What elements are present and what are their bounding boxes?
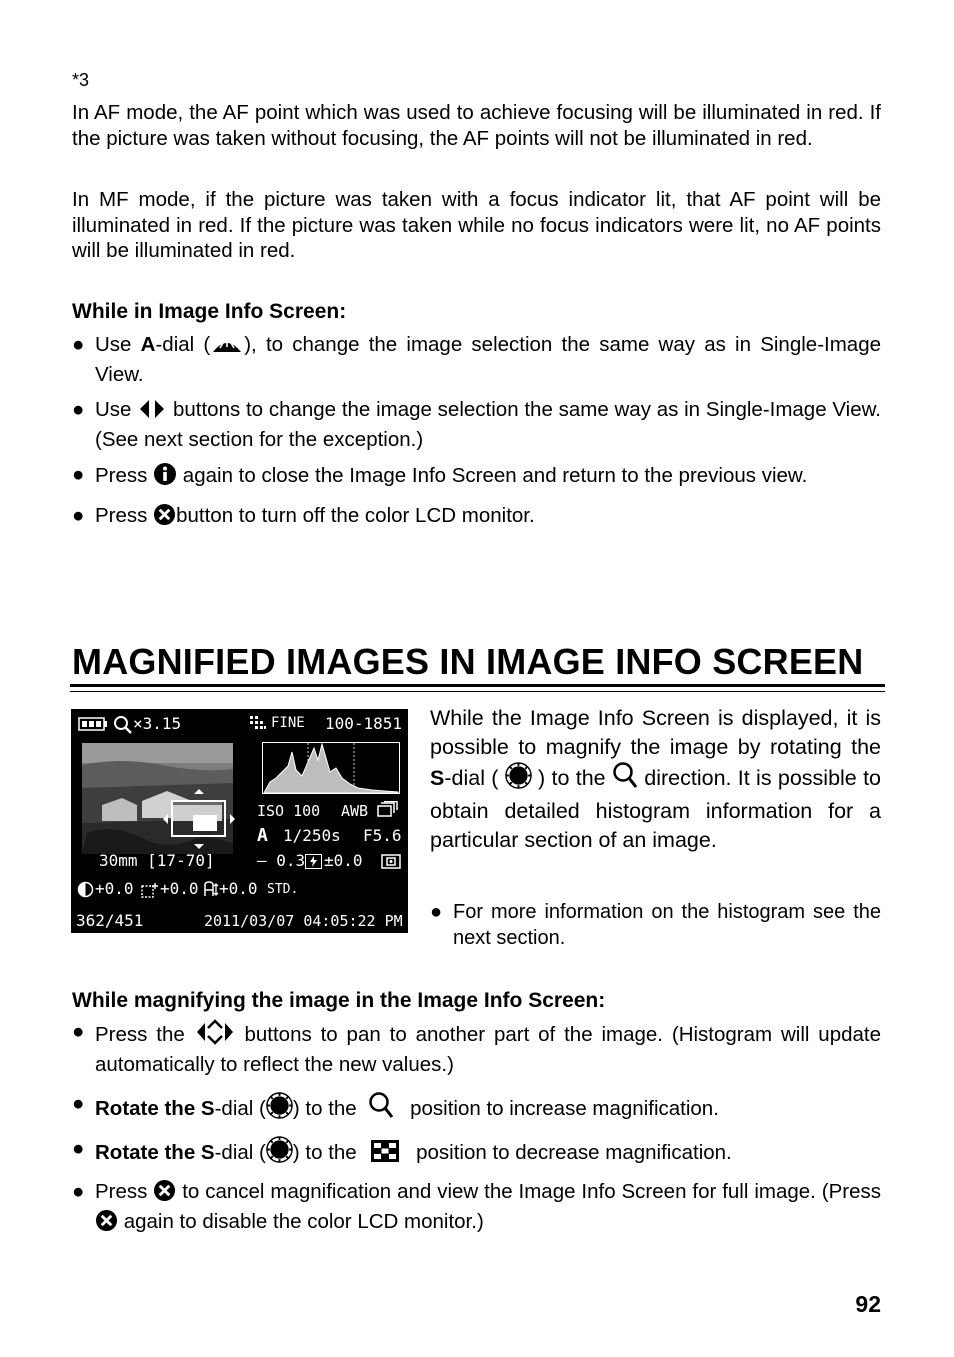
footnote-marker: *3 — [72, 70, 90, 90]
saturation-icon — [202, 881, 219, 898]
page-number: 92 — [855, 1291, 881, 1317]
list-item: ● For more information on the histogram see the next section. — [430, 901, 881, 949]
s-dial-icon — [505, 762, 532, 797]
a-dial-icon — [210, 336, 244, 362]
lcd-contrast: +0.0 — [95, 879, 134, 898]
lcd-saturation: +0.0 — [219, 879, 258, 898]
pan-arrows-icon — [163, 789, 235, 849]
list-item: ● Rotate the S-dial ( ) to the position to increase magnification. — [72, 1091, 881, 1126]
s-dial-icon — [266, 1092, 293, 1126]
info-button-icon — [153, 462, 177, 493]
list-item: ● Press button to turn off the color LCD monitor. — [72, 503, 881, 533]
left-right-arrows-icon — [137, 398, 167, 427]
magnifying-heading: While magnifying the image in the Image Info Screen: — [72, 989, 606, 1012]
mf-mode-paragraph: In MF mode, if the picture was taken with a focus indicator lit, that AF point will be illuminated in red. If the picture was taken while no focus indicators were lit, no AF points will be illuminated in red. — [72, 188, 881, 262]
list-item: ● Press to cancel magnification and view the Image Info Screen for full image. (Press again to disable the color LCD monitor.) — [72, 1179, 881, 1238]
af-mode-paragraph: In AF mode, the AF point which was used to achieve focusing will be illuminated in red. If the picture was taken without focusing, the AF points will not be illuminated in red. — [72, 101, 881, 150]
lcd-exposure-mode: A — [257, 825, 268, 846]
contrast-icon — [77, 881, 94, 898]
thumbnail-grid-icon — [370, 1139, 400, 1170]
resolution-icon — [249, 715, 267, 731]
flash-comp-icon — [305, 854, 322, 869]
title-rule-thin — [70, 691, 885, 692]
info-screen-heading: While in Image Info Screen: — [72, 300, 347, 323]
lcd-datetime: 2011/03/07 04:05:22 PM — [204, 912, 403, 930]
magnify-icon — [113, 715, 133, 735]
magnify-icon — [612, 761, 638, 797]
list-item: ● Press again to close the Image Info Screen and return to the previous view. — [72, 462, 881, 493]
info-screen-list — [72, 332, 881, 542]
four-way-arrows-icon — [194, 1019, 236, 1052]
drive-mode-icon — [377, 801, 399, 819]
lcd-file-number: 100-1851 — [325, 714, 403, 733]
section-title: MAGNIFIED IMAGES IN IMAGE INFO SCREEN — [72, 641, 864, 682]
lcd-iso: ISO 100 — [257, 802, 321, 820]
s-dial-icon — [266, 1136, 293, 1170]
list-item: ● Press the buttons to pan to another part of the image. (Histogram will update automatically to reflect the new values.) — [72, 1020, 881, 1076]
histogram — [262, 742, 400, 794]
close-button-icon — [153, 1179, 176, 1209]
lcd-exposure-comp: – 0.3 — [257, 851, 306, 870]
histogram-note-list — [430, 900, 881, 961]
magnify-icon — [368, 1091, 394, 1126]
lcd-sharpness: +0.0 — [160, 879, 199, 898]
magnifying-list — [72, 1019, 881, 1248]
lcd-focal-length: 30mm [17-70] — [99, 851, 215, 870]
list-item: ● Use A-dial ( ), to change the image selection the same way as in Single-Image View. — [72, 333, 881, 386]
lcd-quality: FINE — [271, 715, 305, 731]
battery-icon — [78, 717, 108, 731]
lcd-flash-comp: ±0.0 — [324, 851, 363, 870]
list-item: ● Rotate the S-dial ( ) to the position to decrease magnification. — [72, 1136, 881, 1170]
lcd-color-mode: STD. — [267, 882, 299, 897]
magnify-description: While the Image Info Screen is displayed, it is possible to magnify the image by rotating the S-dial ( ) to the direction. It is possible to obtain detailed histogram information for a particular section of an image. — [430, 706, 882, 852]
lcd-white-balance: AWB — [341, 802, 369, 820]
sharpness-icon — [141, 881, 160, 898]
lcd-screen-illustration — [71, 709, 408, 933]
title-rule-thick — [70, 684, 885, 687]
list-item: ● Use buttons to change the image selection the same way as in Single-Image View. (See next section for the exception.) — [72, 398, 881, 451]
lcd-frame-count: 362/451 — [76, 911, 144, 930]
metering-icon — [381, 854, 401, 869]
close-button-icon — [95, 1209, 118, 1239]
close-button-icon — [153, 503, 176, 533]
lcd-zoom: ×3.15 — [133, 714, 182, 733]
lcd-aperture: F5.6 — [363, 826, 402, 845]
lcd-shutter: 1/250s — [283, 826, 341, 845]
